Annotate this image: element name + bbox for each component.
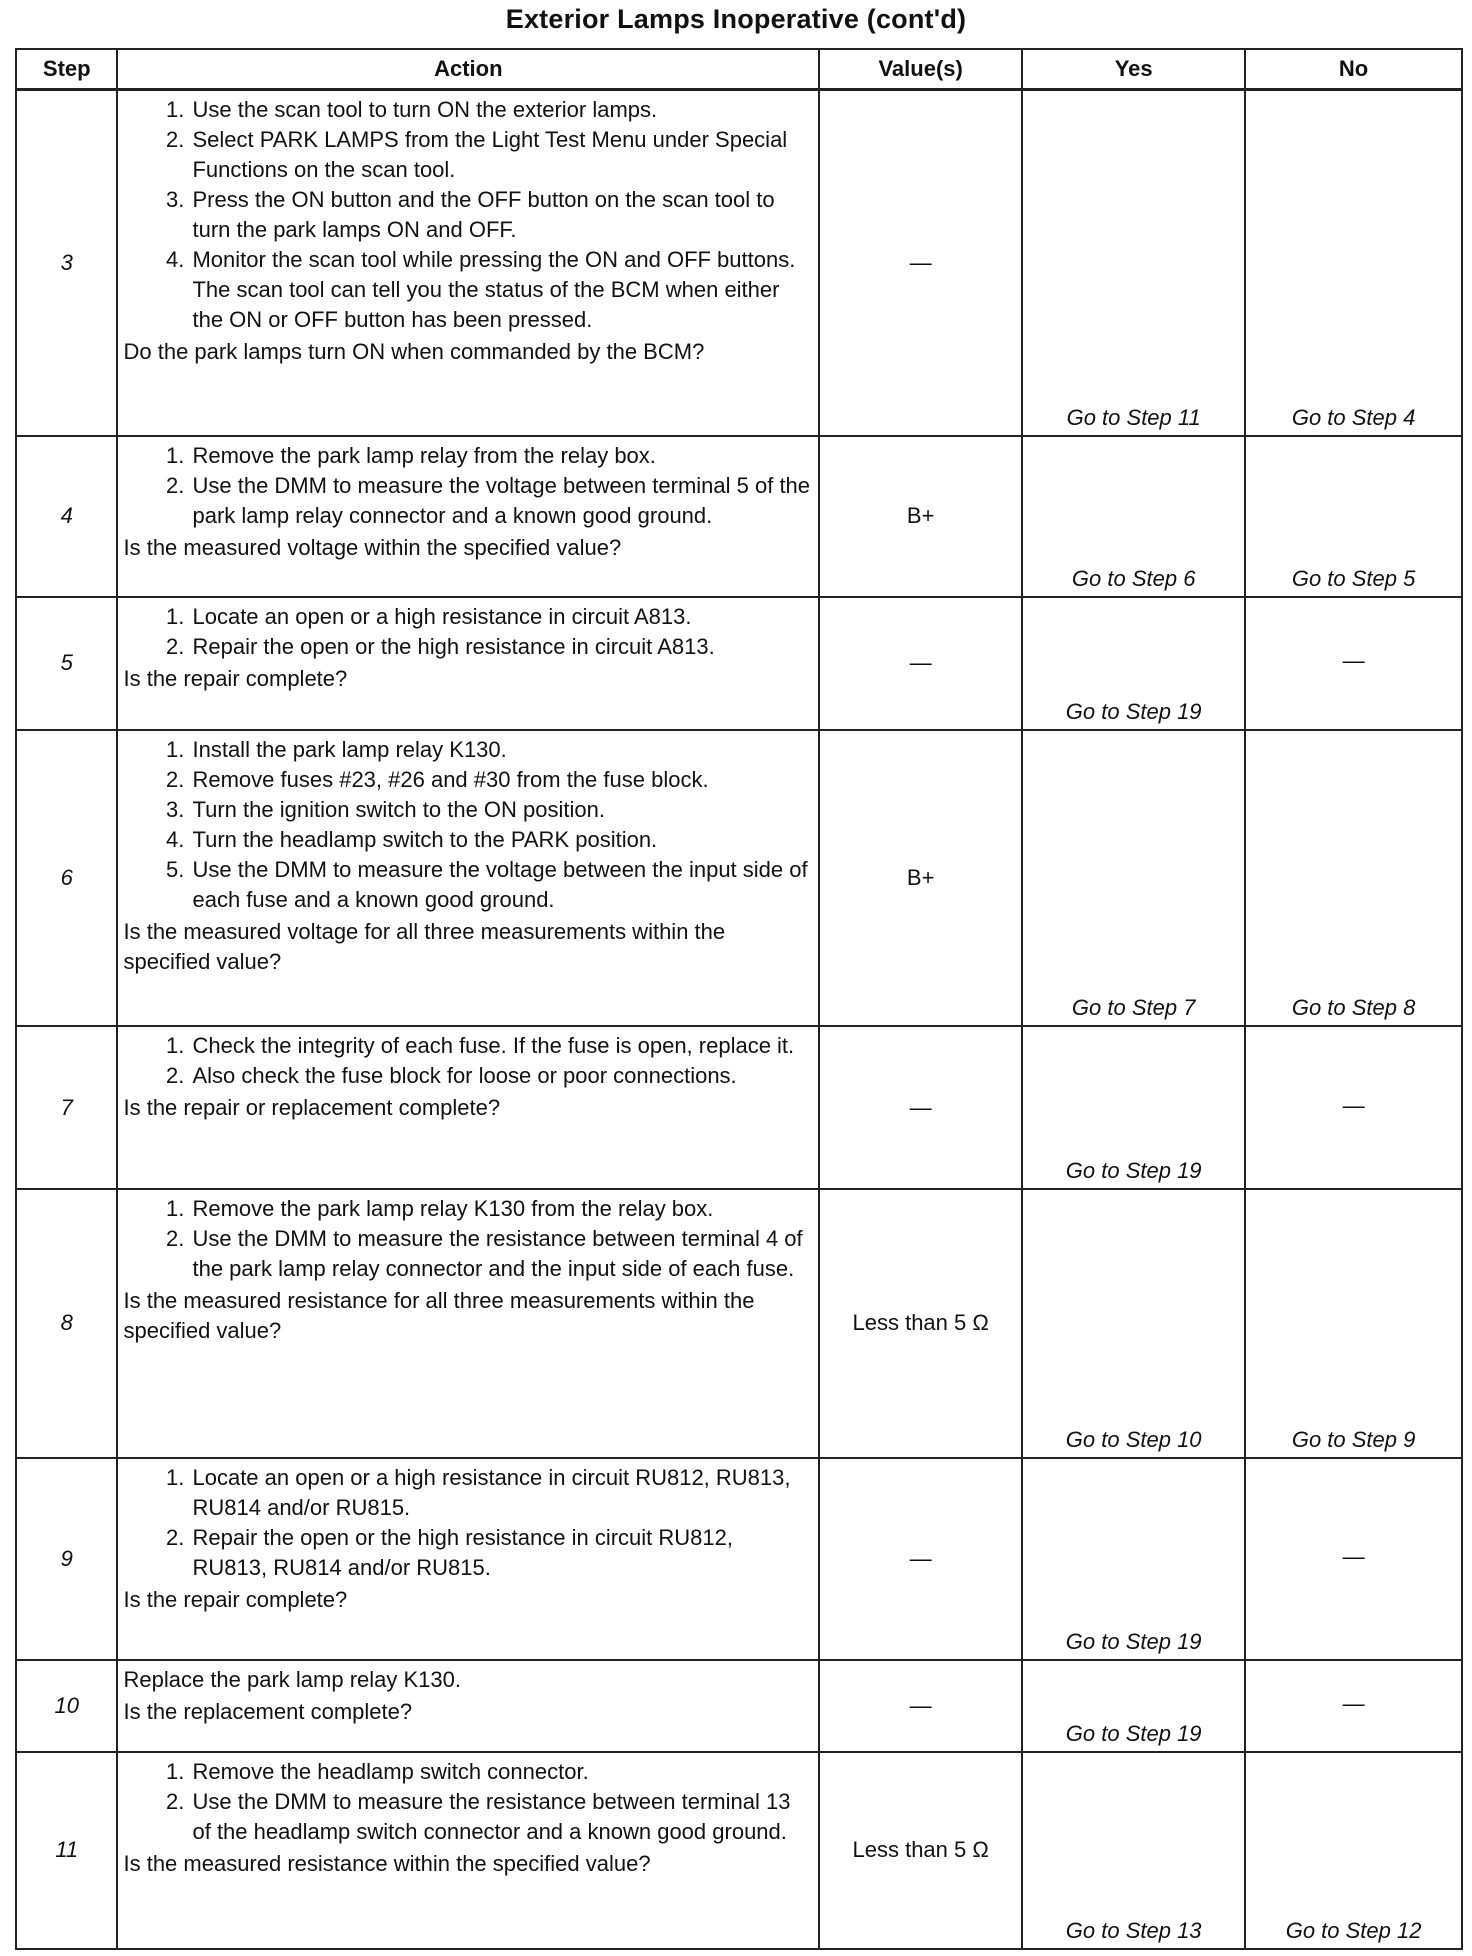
value-cell: — <box>819 597 1022 730</box>
header-action: Action <box>117 49 819 90</box>
value-cell: Less than 5 Ω <box>819 1189 1022 1458</box>
table-row <box>16 90 1462 437</box>
action-question: Is the measured resistance within the specified value? <box>123 1850 651 1876</box>
no-cell: — <box>1245 597 1462 730</box>
yes-cell: Go to Step 19 <box>1022 597 1245 730</box>
no-cell: Go to Step 4 <box>1245 90 1462 437</box>
action-cell <box>117 90 819 437</box>
value-cell: Less than 5 Ω <box>819 1752 1022 1949</box>
action-item: 2. Select PARK LAMPS from the Light Test Menu under Special Functions on the scan tool. <box>190 125 812 185</box>
action-list <box>123 1031 812 1091</box>
action-list <box>123 735 812 915</box>
action-question: Is the repair complete? <box>123 1586 348 1612</box>
no-cell: Go to Step 12 <box>1245 1752 1462 1949</box>
action-question: Is the repair or replacement complete? <box>123 1095 501 1121</box>
value-cell: — <box>819 1458 1022 1660</box>
header-row <box>16 49 1462 90</box>
no-cell: — <box>1245 1458 1462 1660</box>
yes-cell: Go to Step 19 <box>1022 1660 1245 1752</box>
yes-cell: Go to Step 19 <box>1022 1026 1245 1189</box>
step-number: 8 <box>16 1189 117 1458</box>
table-row <box>16 1026 1462 1189</box>
value-cell: — <box>819 90 1022 437</box>
diagnostic-table <box>15 48 1463 1950</box>
action-cell <box>117 1660 819 1752</box>
step-number: 3 <box>16 90 117 437</box>
action-list <box>123 1757 812 1847</box>
action-item: 1. Remove the headlamp switch connector. <box>190 1757 812 1787</box>
action-item: 2. Also check the fuse block for loose or poor connections. <box>190 1061 812 1091</box>
table-row <box>16 436 1462 597</box>
action-item: 4. Turn the headlamp switch to the PARK position. <box>190 825 812 855</box>
action-item: 4. Monitor the scan tool while pressing the ON and OFF buttons. The scan tool can tell you the status of the BCM when either the ON or OFF button has been pressed. <box>190 245 812 335</box>
action-item: 2. Remove fuses #23, #26 and #30 from the fuse block. <box>190 765 812 795</box>
step-number: 7 <box>16 1026 117 1189</box>
page-title: Exterior Lamps Inoperative (cont'd) <box>505 4 967 34</box>
header-value: Value(s) <box>819 49 1022 90</box>
action-cell <box>117 597 819 730</box>
step-number: 6 <box>16 730 117 1026</box>
table-row <box>16 597 1462 730</box>
yes-cell: Go to Step 6 <box>1022 436 1245 597</box>
yes-cell: Go to Step 13 <box>1022 1752 1245 1949</box>
action-cell <box>117 730 819 1026</box>
action-item: 1. Remove the park lamp relay K130 from the relay box. <box>190 1194 812 1224</box>
step-number: 4 <box>16 436 117 597</box>
action-item: 1. Remove the park lamp relay from the relay box. <box>190 441 812 471</box>
step-number: 9 <box>16 1458 117 1660</box>
yes-cell: Go to Step 11 <box>1022 90 1245 437</box>
table-row <box>16 1458 1462 1660</box>
action-cell <box>117 1458 819 1660</box>
table-row <box>16 730 1462 1026</box>
action-item: 3. Turn the ignition switch to the ON position. <box>190 795 812 825</box>
yes-cell: Go to Step 7 <box>1022 730 1245 1026</box>
action-list <box>123 1194 812 1284</box>
action-item: 1. Locate an open or a high resistance in circuit RU812, RU813, RU814 and/or RU815. <box>190 1463 812 1523</box>
no-cell: — <box>1245 1660 1462 1752</box>
action-list <box>123 95 812 335</box>
header-no: No <box>1245 49 1462 90</box>
value-cell: — <box>819 1026 1022 1189</box>
no-cell: Go to Step 5 <box>1245 436 1462 597</box>
action-list <box>123 441 812 531</box>
action-question: Do the park lamps turn ON when commanded by the BCM? <box>123 339 705 364</box>
action-item: 1. Install the park lamp relay K130. <box>190 735 812 765</box>
action-question: Is the measured voltage for all three measurements within the specified value? <box>123 918 726 974</box>
action-item: 1. Check the integrity of each fuse. If the fuse is open, replace it. <box>190 1031 812 1061</box>
value-cell: — <box>819 1660 1022 1752</box>
action-list <box>123 602 812 662</box>
action-cell <box>117 436 819 597</box>
action-item: 2. Use the DMM to measure the resistance between terminal 13 of the headlamp switch connector and a known good ground. <box>190 1787 812 1847</box>
action-item: 1. Locate an open or a high resistance in circuit A813. <box>190 602 812 632</box>
header-yes: Yes <box>1022 49 1245 90</box>
action-cell <box>117 1752 819 1949</box>
step-number: 11 <box>16 1752 117 1949</box>
table-row <box>16 1189 1462 1458</box>
action-cell <box>117 1189 819 1458</box>
header-step: Step <box>16 49 117 90</box>
action-question: Is the repair complete? <box>123 665 348 691</box>
table-row <box>16 1752 1462 1949</box>
yes-cell: Go to Step 10 <box>1022 1189 1245 1458</box>
value-cell: B+ <box>819 730 1022 1026</box>
action-list <box>123 1463 812 1583</box>
yes-cell: Go to Step 19 <box>1022 1458 1245 1660</box>
action-cell <box>117 1026 819 1189</box>
action-question: Is the replacement complete? <box>123 1698 413 1724</box>
no-cell: Go to Step 8 <box>1245 730 1462 1026</box>
step-number: 10 <box>16 1660 117 1752</box>
step-number: 5 <box>16 597 117 730</box>
action-item: 1. Use the scan tool to turn ON the exterior lamps. <box>190 95 812 125</box>
action-question: Is the measured voltage within the specified value? <box>123 535 622 561</box>
action-item: 2. Use the DMM to measure the voltage between terminal 5 of the park lamp relay connector and a known good ground. <box>190 471 812 531</box>
action-item: 2. Use the DMM to measure the resistance between terminal 4 of the park lamp relay connector and the input side of each fuse. <box>190 1224 812 1284</box>
no-cell: — <box>1245 1026 1462 1189</box>
table-row <box>16 1660 1462 1752</box>
action-item: 2. Repair the open or the high resistance in circuit A813. <box>190 632 812 662</box>
action-item: 3. Press the ON button and the OFF button on the scan tool to turn the park lamps ON and OFF. <box>190 185 812 245</box>
action-item: 2. Repair the open or the high resistance in circuit RU812, RU813, RU814 and/or RU815. <box>190 1523 812 1583</box>
action-question: Is the measured resistance for all three measurements within the specified value? <box>123 1288 755 1344</box>
action-lead: Replace the park lamp relay K130. <box>123 1666 462 1692</box>
value-cell: B+ <box>819 436 1022 597</box>
no-cell: Go to Step 9 <box>1245 1189 1462 1458</box>
action-item: 5. Use the DMM to measure the voltage between the input side of each fuse and a known good ground. <box>190 855 812 915</box>
